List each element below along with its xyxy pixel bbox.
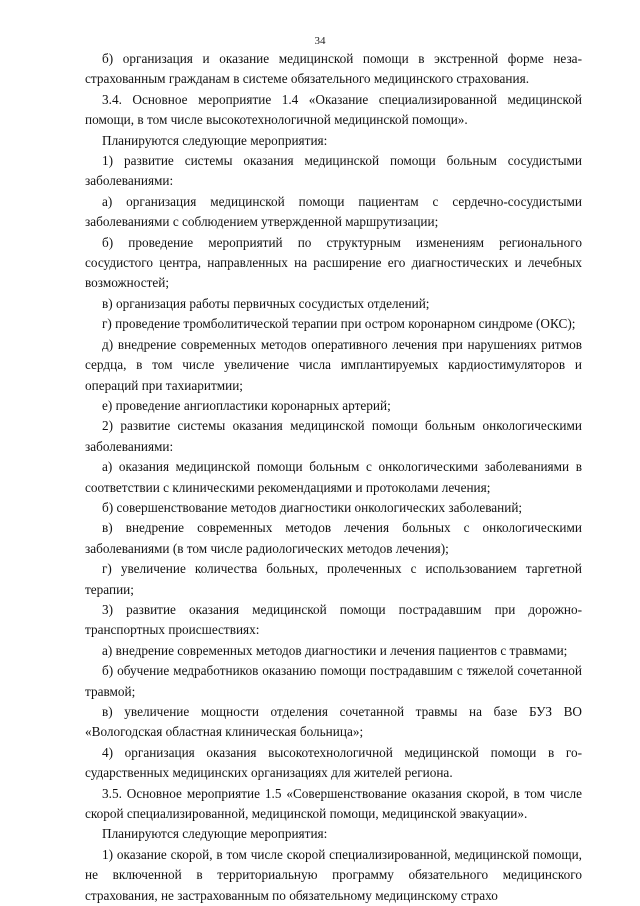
paragraph: б) обучение медработников оказанию помощи пострадавшим с тяжелой сочетанной травмой;	[85, 663, 582, 699]
page-number: 34	[314, 35, 326, 47]
paragraph: 3.4. Основное мероприятие 1.4 «Оказание специализированной медицинской помощи, в том числе высокотехнологичной медицинской помощи».	[85, 91, 582, 128]
paragraph: е) проведение ангиопластики коронарных артерий;	[102, 397, 391, 413]
paragraph: 1) развитие системы оказания медицинской помощи больным сосудистыми заболеваниями:	[85, 153, 582, 189]
paragraph: а) организация медицинской помощи пациентам с сердечно-сосудистыми заболеваниями с соблюдением утвержденной маршрутизации;	[85, 193, 582, 230]
paragraph: а) оказания медицинской помощи больным с онкологическими заболеваниями в соответствии с клиническими рекомендациями и протоколами лечения;	[85, 459, 582, 495]
paragraph: д) внедрение современных методов оперативного лечения при нарушениях ритмов сердца, в том числе увеличение числа имплантируемых кардиостимуляторов и операций при тахиаритмии;	[85, 336, 582, 393]
paragraph: б) проведение мероприятий по структурным изменениям регионального сосудистого центра, направленных на расширение его диагностических и лечебных возможностей;	[85, 234, 582, 291]
paragraph: Планируются следующие мероприятия:	[102, 132, 328, 148]
paragraph: 2) развитие системы оказания медицинской помощи больным онкологическими заболеваниями:	[85, 418, 582, 454]
paragraph: в) внедрение современных методов лечения больных с онкологическими заболеваниями (в том числе радиологических методов лечения);	[85, 520, 582, 556]
paragraph: г) увеличение количества больных, пролеченных с использованием таргетной терапии;	[85, 561, 582, 597]
paragraph: в) увеличение мощности отделения сочетанной травмы на базе БУЗ ВО «Вологодская областная клиническая больница»;	[85, 704, 582, 740]
paragraph: б) совершенствование методов диагностики онкологических заболеваний;	[102, 499, 523, 515]
paragraph: 1) оказание скорой, в том числе скорой специализированной, медицинской помощи, не включенной в территориальную программу обязательного медицинского страхования, не застрахованным по обязательному медицинскому страхо	[85, 846, 582, 903]
paragraph: б) организация и оказание медицинской помощи в экстренной форме незастрахованным гражданам в системе обязательного медицинского страхования.	[85, 51, 582, 87]
paragraph: 3) развитие оказания медицинской помощи пострадавшим при дорожно-транспортных происшествиях:	[85, 601, 582, 638]
document-body	[85, 49, 582, 906]
paragraph: 4) организация оказания высокотехнологичной медицинской помощи в государственных медицинских организациях для жителей региона.	[85, 744, 582, 781]
paragraph: в) организация работы первичных сосудистых отделений;	[102, 295, 430, 311]
paragraph: а) внедрение современных методов диагностики и лечения пациентов с травмами;	[102, 642, 568, 658]
paragraph: 3.5. Основное мероприятие 1.5 «Совершенствование оказания скорой, в том числе скорой специализированной, медицинской помощи, медицинской эвакуации».	[85, 785, 582, 822]
paragraph: Планируются следующие мероприятия:	[102, 826, 328, 842]
paragraph: г) проведение тромболитической терапии при остром коронарном синдроме (ОКС);	[102, 316, 576, 332]
